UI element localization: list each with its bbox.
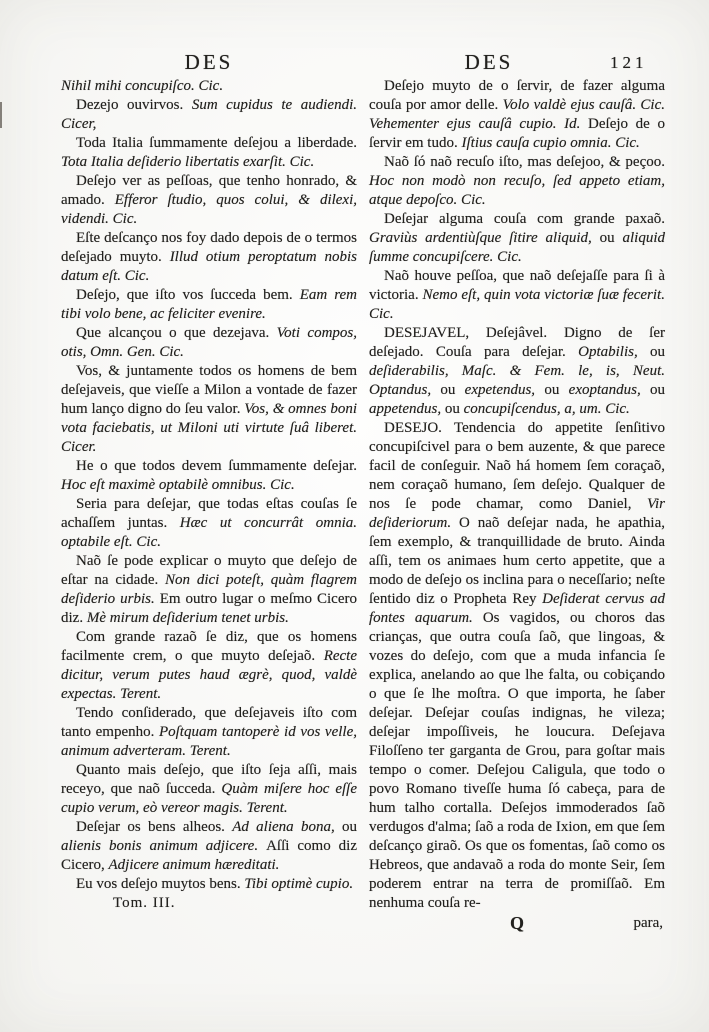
paragraph [61, 229, 357, 286]
text-run: Aſſi como diz Cicero, [61, 838, 357, 873]
right-column-text [369, 77, 665, 913]
text-run: Toda Italia ſummamente deſejou a liberdade. [76, 135, 357, 151]
latin-quote-run: Vir deſideriorum. [369, 496, 665, 531]
paragraph [369, 153, 665, 210]
text-run: ou [650, 382, 666, 398]
text-run: ou [544, 382, 569, 398]
paragraph [61, 628, 357, 704]
latin-quote-run: Tota Italia deſiderio libertatis exarſit. Cic. [61, 154, 315, 170]
latin-quote-run: Quàm miſere hoc eſſe cupio verum, eò vereor magis. Terent. [61, 781, 357, 816]
latin-quote-run: Adjicere animum hæreditati. [108, 857, 280, 873]
text-run: Eſte deſcanço nos foy dado depois de o termos deſejado muyto. [61, 230, 357, 265]
paragraph [61, 761, 357, 818]
paragraph [369, 419, 665, 913]
signature-mark: Q [509, 913, 524, 933]
volume-label: Tom. III. [113, 895, 176, 911]
text-run: DESEJAVEL, Deſejâvel. Digno de ſer deſejado. Couſa para deſejar. [369, 325, 665, 360]
latin-quote-run: Voti compos, otis, Omn. Gen. Cic. [61, 325, 357, 360]
latin-quote-run: Iſtius cauſa cupio omnia. Cic. [461, 135, 640, 151]
text-run: Dezejo ouvirvos. [76, 97, 192, 113]
paragraph [61, 324, 357, 362]
latin-quote-run: appetendus, [369, 401, 445, 417]
text-run: Deſejar alguma couſa com grande paxaõ. [384, 211, 665, 227]
text-run: Naõ houve peſſoa, que naõ deſejaſſe para ſi à victoria. [369, 268, 665, 303]
text-run: Deſejo ver as peſſoas, que tenho honrado, & amado. [61, 173, 357, 208]
text-run: Seria para deſejar, que todas eſtas couſas ſe achaſſem juntas. [61, 496, 357, 531]
paragraph [61, 96, 357, 134]
text-run: ou [444, 401, 464, 417]
latin-quote-run: Vos, & omnes boni vota faciebatis, ut Miloni uti virtute ſuâ liberet. Cicer. [61, 401, 358, 455]
running-title-left: DES [184, 50, 234, 74]
running-title-right: DES [464, 50, 514, 74]
paragraph [61, 286, 357, 324]
latin-quote-run: Sum cupidus te audiendi. Cicer, [61, 97, 357, 132]
left-column-text [61, 77, 357, 894]
latin-quote-run: Recte dicitur, verum putes haud ægrè, quod, valdè expectas. Terent. [61, 648, 357, 702]
latin-quote-run: Eam rem tibi volo bene, ac feliciter evenire. [61, 287, 357, 322]
latin-quote-run: Nemo eſt, quin vota victoriæ ſuæ fecerit. Cic. [369, 287, 665, 322]
latin-quote-run: expetendus, [464, 382, 545, 398]
latin-quote-run: Tibi optimè cupio. [244, 876, 354, 892]
text-run: He o que todos devem ſummamente deſejar. [76, 458, 357, 474]
text-run: ou [599, 230, 623, 246]
latin-quote-run: Optabilis, [578, 344, 650, 360]
paragraph [369, 324, 665, 419]
latin-quote-run: alienis bonis animum adjicere. [61, 838, 267, 854]
text-run: Deſejar os bens alheos. [76, 819, 233, 835]
latin-quote-run: Illud otium peroptatum nobis datum eſt. Cic. [61, 249, 357, 284]
paragraph [61, 134, 357, 172]
text-run: Naõ ſe pode explicar o muyto que deſejo de eſtar na cidade. [61, 553, 357, 588]
latin-quote-run: Mè mirum deſiderium tenet urbis. [86, 610, 289, 626]
paragraph [61, 495, 357, 552]
latin-quote-run: concupiſcendus, a, um. Cic. [463, 401, 630, 417]
latin-quote-run: Hæc ut concurrât omnia. optabile eſt. Cic. [61, 515, 357, 550]
scan-edge-artifact [0, 102, 2, 128]
paragraph [369, 210, 665, 267]
text-run: O naõ deſejar nada, he apathia, ſem exemplo, & tranquillidade de bruto. Ainda aſſi, tem os animaes hum certo appetite, que a modo de deſejo os inclina para o neceſſario; neſte ſentido diz o Propheta Rey [369, 515, 665, 607]
paragraph [61, 552, 357, 628]
text-run: ou [650, 344, 665, 360]
text-run: ou [342, 819, 358, 835]
text-run: Quanto mais deſejo, que iſto ſeja aſſi, mais receyo, que naõ ſucceda. [61, 762, 357, 797]
paragraph [61, 875, 357, 894]
latin-quote-run: Graviùs ardentiùſque ſitire aliquid, [369, 230, 600, 246]
paragraph [61, 818, 357, 875]
latin-quote-run: Poſtquam tantoperè id vos velle, animum adverteram. Terent. [61, 724, 357, 759]
paragraph [369, 77, 665, 153]
signature-line [369, 914, 665, 938]
text-run: Naõ ſó naõ recuſo iſto, mas deſejoo, & peçoo. [384, 154, 665, 170]
latin-quote-run: Non dici poteſt, quàm flagrem deſiderio urbis. [61, 572, 357, 607]
text-run: Deſejo muyto de o ſervir, de fazer alguma couſa por amor delle. [369, 78, 665, 113]
latin-quote-run: Ad aliena bona, [232, 819, 343, 835]
page-number: 121 [610, 53, 648, 72]
text-run: Deſejo, que iſto vos ſucceda bem. [76, 287, 300, 303]
text-run: Com grande razaõ ſe diz, que os homens facilmente crem, o que muyto deſejaõ. [61, 629, 357, 664]
latin-quote-run: Volo valdè ejus cauſâ. Cic. Vehementer ejus cauſâ cupio. Id. [369, 97, 666, 132]
latin-quote-run: deſiderabilis, Maſc. & Fem. le, is, Neut. Optandus, [369, 363, 665, 398]
latin-quote-run: aliquid ſumme concupiſcere. Cic. [369, 230, 666, 265]
paragraph [61, 77, 357, 96]
latin-quote-run: Deſiderat cervus ad fontes aquarum. [369, 591, 665, 626]
text-run: ou [440, 382, 465, 398]
text-run: Que alcançou o que dezejava. [76, 325, 277, 341]
paragraph [61, 457, 357, 495]
text-run: Em outro lugar o meſmo Cicero diz. [61, 591, 357, 626]
latin-quote-run: Hoc non modò non recuſo, ſed appeto etiam, atque depoſco. Cic. [369, 173, 665, 208]
text-run: Eu vos deſejo muytos bens. [76, 876, 245, 892]
latin-quote-run: Efferor ſtudio, quos colui, & dilexi, videndi. Cic. [61, 192, 358, 227]
left-column [61, 77, 357, 913]
text-run: Deſejo de o ſervir em tudo. [369, 116, 665, 151]
latin-quote-run: Nihil mihi concupiſco. Cic. [61, 78, 224, 94]
paragraph [369, 267, 665, 324]
catchword: para, [633, 915, 663, 931]
paragraph [61, 704, 357, 761]
latin-quote-run: exoptandus, [568, 382, 651, 398]
text-run: Os vagidos, ou choros das crianças, que outra couſa ſaõ, que lingoas, & vozes do deſejo, com que a muda infancia ſe explica, anelando ao que lhe falta, ou cobiçando o que ſe lhe moſtra. O que importa, he ſaber deſejar. Deſejar couſas indignas, he vileza; deſejar impoſſiveis, he loucura. Deſejava Filoſſeno ter garganta de Grou, para goſtar mais tempo o comer. Deſejou Caligula, que todo o povo Romano tiveſſe huma ſó cabeça, para de hum talho cortalla. Deſejos immoderados ſaõ verdugos d'alma; ſaõ a roda de Ixion, em que ſem deſcanço giraõ. Os que os fomentas, ſaõ como os Hebreos, que andavaõ a roda do monte Seir, ſem poderem entrar na terra de promiſſaõ. Em nenhuma couſa re- [369, 610, 665, 911]
text-run: Tendo conſiderado, que deſejaveis iſto com tanto empenho. [61, 705, 357, 740]
right-column [369, 77, 665, 938]
latin-quote-run: Hoc eſt maximè optabilè omnibus. Cic. [61, 477, 295, 493]
text-run: DESEJO. Tendencia do appetite ſenſitivo concupiſcivel para o bem auzente, & que parece facil de conſeguir. Naõ há homem ſem coraçaõ, nem coraçaõ humano, ſem deſejo. Qualquer de nos ſe pode chamar, como Daniel, [369, 420, 665, 512]
text-run: Vos, & juntamente todos os homens de bem deſejaveis, que vieſſe a Milon a vontade de fazer hum lanço digno do ſeu valor. [61, 363, 357, 417]
paragraph [61, 172, 357, 229]
paragraph [61, 362, 357, 457]
